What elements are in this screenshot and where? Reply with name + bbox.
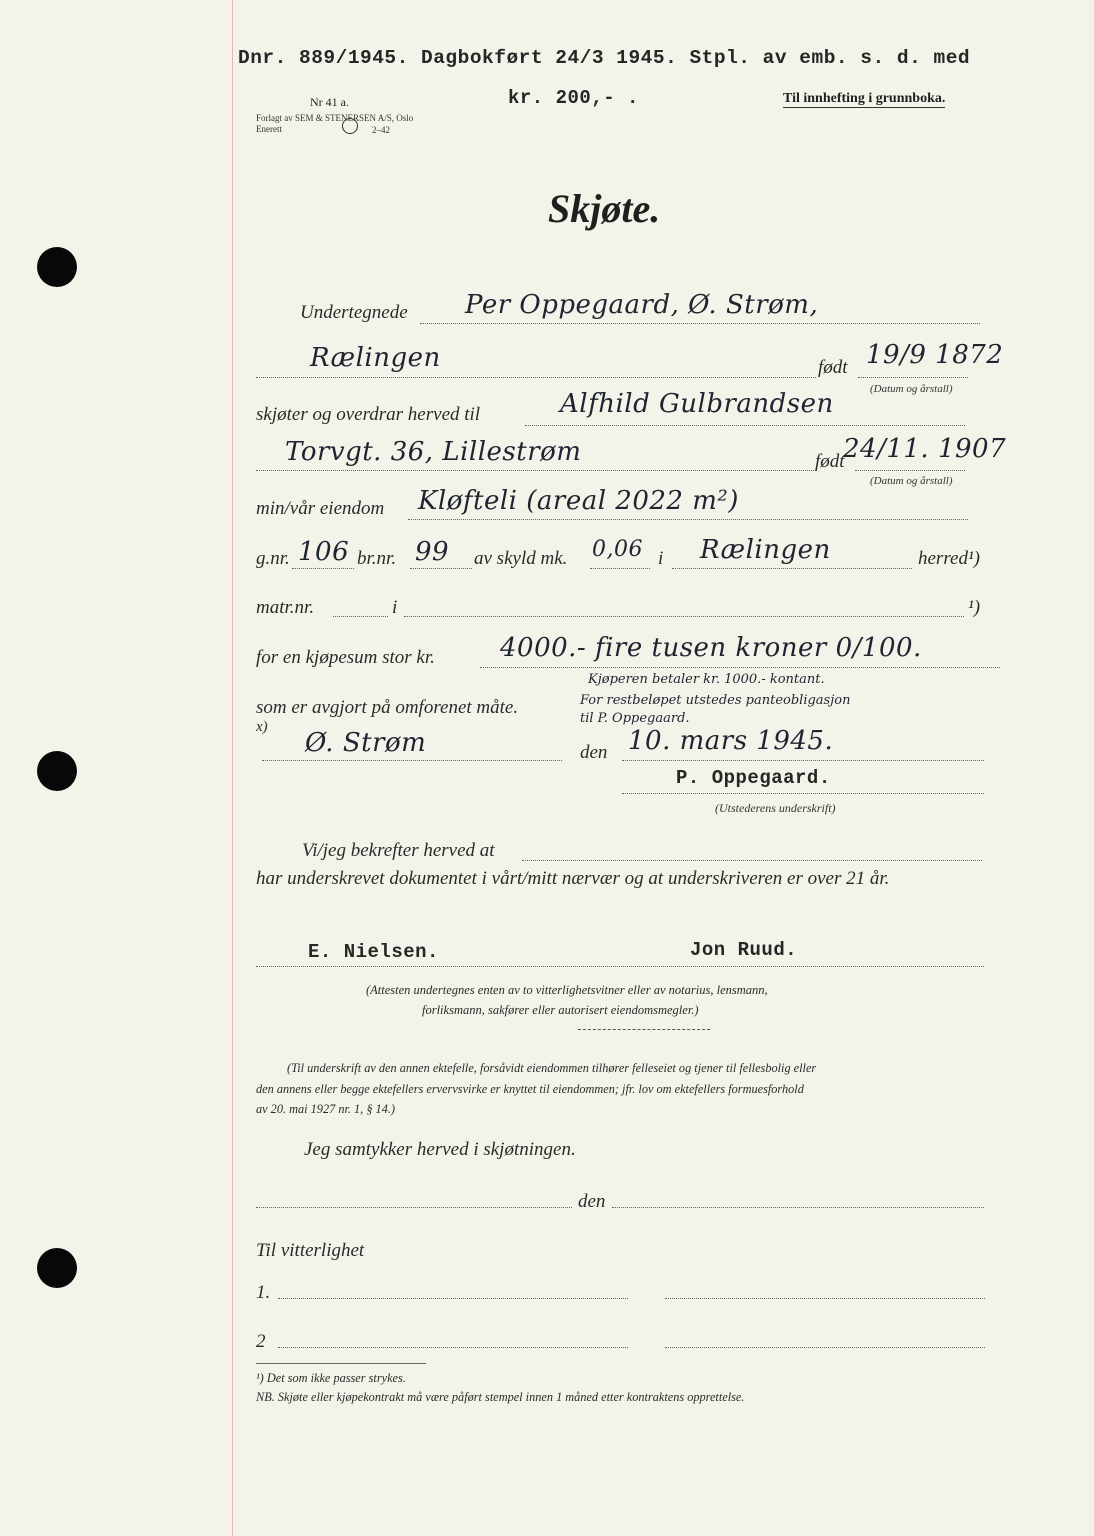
buyer-address: Torvgt. 36, Lillestrøm — [285, 437, 582, 467]
skyld-value: 0,06 — [592, 537, 643, 562]
publisher-logo — [342, 118, 358, 134]
seller-name: Per Oppegaard, Ø. Strøm, — [465, 290, 819, 320]
seller-signature-typed: P. Oppegaard. — [676, 767, 831, 789]
spouse-note-3: av 20. mai 1927 nr. 1, § 14.) — [256, 1102, 396, 1116]
spouse-note-2: den annens eller begge ektefellers ervervsvirke er knyttet til eiendommen; jfr. lov om ektefellers formuesforhold — [256, 1082, 804, 1096]
settlement-line2: For restbeløpet utstedes panteobligasjon — [580, 693, 851, 708]
undertegnede-label: Undertegnede — [300, 302, 408, 323]
datum-hint: (Datum og årstall) — [870, 383, 953, 395]
transfer-label: skjøter og overdrar herved til — [256, 404, 481, 425]
skyld-label: av skyld mk. — [474, 548, 568, 569]
consent-den-label: den — [578, 1191, 606, 1212]
fill-line — [522, 860, 982, 861]
municipality: Rælingen — [700, 535, 831, 565]
fill-line — [278, 1298, 628, 1299]
property-label: min/vår eiendom — [256, 498, 385, 519]
x-mark: x) — [256, 719, 268, 735]
settlement-line3: til P. Oppegaard. — [580, 711, 690, 726]
seller-address: Rælingen — [310, 343, 441, 373]
matrnr-label: matr.nr. — [256, 597, 315, 618]
buyer-name: Alfhild Gulbrandsen — [560, 389, 834, 419]
fill-line — [612, 1207, 984, 1208]
fill-line — [404, 616, 964, 617]
fill-line — [665, 1298, 985, 1299]
fill-line — [480, 667, 1000, 668]
fill-line — [262, 760, 562, 761]
fill-line — [525, 425, 965, 426]
settlement-label: som er avgjort på omforenet måte. — [256, 697, 519, 718]
footnote-rule — [256, 1363, 426, 1364]
margin-rule — [232, 0, 233, 1536]
matr-i-label: i — [392, 597, 398, 618]
den-label: den — [580, 742, 608, 763]
spouse-note-1: (Til underskrift av den annen ektefelle, forsåvidt eiendommen tilhører felleseiet og tjener til fellesbolig eller — [287, 1061, 817, 1075]
datum-hint: (Datum og årstall) — [870, 475, 953, 487]
witness-number-2: 2 — [256, 1331, 266, 1352]
footnote-1: ¹) Det som ikke passer strykes. — [256, 1371, 406, 1385]
fill-line — [420, 323, 980, 324]
signature-caption: (Utstederens underskrift) — [715, 801, 836, 815]
footnote-2: NB. Skjøte eller kjøpekontrakt må være påført stempel innen 1 måned etter kontraktens opprettelse. — [256, 1390, 745, 1404]
price-label: for en kjøpesum stor kr. — [256, 647, 435, 668]
fill-line — [256, 1207, 572, 1208]
witness-name-1: E. Nielsen. — [308, 941, 439, 963]
property-name: Kløfteli (areal 2022 m²) — [418, 486, 739, 516]
stamp-fee: kr. 200,- . — [508, 87, 639, 109]
brnr-value: 99 — [415, 537, 450, 567]
vitterlighet-label: Til vitterlighet — [256, 1240, 365, 1261]
fill-line — [408, 519, 968, 520]
seller-birthdate: 19/9 1872 — [866, 340, 1004, 370]
divider — [578, 1029, 710, 1030]
fodt-label: født — [815, 451, 845, 472]
witness-signature-line — [256, 966, 984, 967]
i-label: i — [658, 548, 664, 569]
fill-line — [256, 377, 816, 378]
filing-note: Til innhefting i grunnboka. — [783, 91, 946, 106]
brnr-label: br.nr. — [357, 548, 397, 569]
witness-line1: Vi/jeg bekrefter herved at — [302, 840, 495, 861]
herred-label: herred¹) — [918, 548, 980, 569]
date-signed: 10. mars 1945. — [628, 726, 834, 756]
gnr-value: 106 — [298, 537, 350, 567]
witness-number-1: 1. — [256, 1282, 271, 1303]
fill-line — [292, 568, 354, 569]
publisher-line: Forlagt av SEM & STENERSEN A/S, Oslo — [256, 113, 414, 123]
registration-line: Dnr. 889/1945. Dagbokført 24/3 1945. Stpl. av emb. s. d. med — [238, 47, 971, 69]
punch-hole — [37, 247, 77, 287]
purchase-price: 4000.- fire tusen kroner 0/100. — [500, 633, 922, 663]
fill-line — [858, 377, 968, 378]
fill-line — [410, 568, 472, 569]
fill-line — [622, 760, 984, 761]
fill-line — [256, 470, 816, 471]
consent-text: Jeg samtykker herved i skjøtningen. — [304, 1139, 576, 1160]
witness-line2: har underskrevet dokumentet i vårt/mitt nærvær og at underskriveren er over 21 år. — [256, 868, 890, 889]
form-number: Nr 41 a. — [310, 95, 349, 109]
document-title: Skjøte. — [548, 186, 661, 231]
witness-note-1: (Attesten undertegnes enten av to vitterlighetsvitner eller av notarius, lensmann, — [366, 983, 768, 997]
witness-name-2: Jon Ruud. — [690, 939, 798, 961]
punch-hole — [37, 751, 77, 791]
fill-line — [278, 1347, 628, 1348]
witness-note-2: forliksmann, sakfører eller autorisert eiendomsmegler.) — [422, 1003, 699, 1017]
fodt-label: født — [818, 357, 848, 378]
signature-line — [622, 793, 984, 794]
settlement-line1: Kjøperen betaler kr. 1000.- kontant. — [588, 672, 825, 687]
punch-hole — [37, 1248, 77, 1288]
publisher-date: 2–42 — [372, 125, 390, 135]
place-signed: Ø. Strøm — [305, 728, 427, 758]
fill-line — [855, 470, 965, 471]
matr-footnote-mark: ¹) — [968, 597, 981, 618]
fill-line — [665, 1347, 985, 1348]
gnr-label: g.nr. — [256, 548, 290, 569]
buyer-birthdate: 24/11. 1907 — [843, 434, 1007, 464]
fill-line — [672, 568, 912, 569]
fill-line — [590, 568, 650, 569]
publisher-enerett: Enerett — [256, 124, 282, 134]
fill-line — [333, 616, 388, 617]
